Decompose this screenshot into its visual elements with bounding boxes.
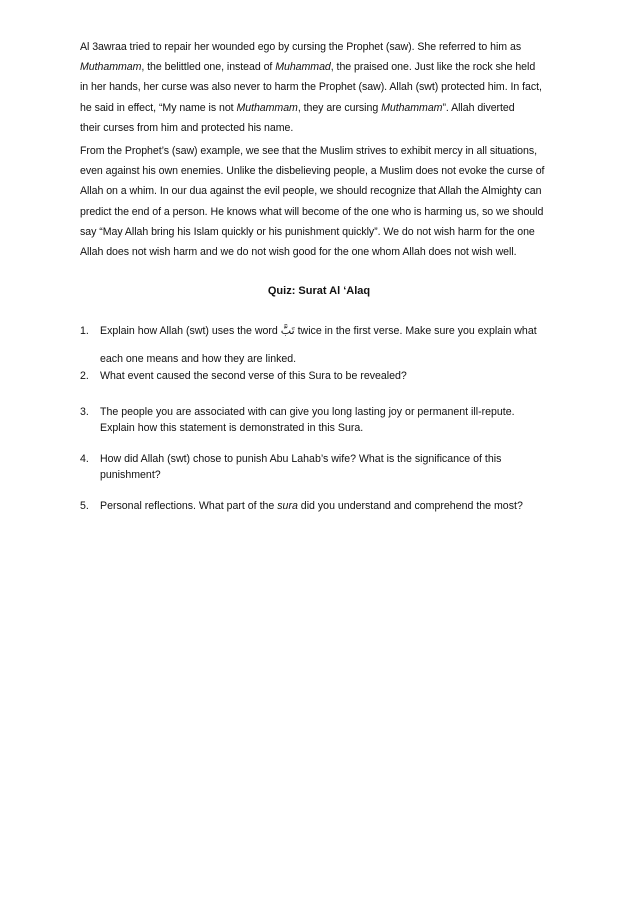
question-number: 3. — [80, 406, 89, 418]
question-text — [100, 451, 501, 483]
question-line: punishment? — [100, 469, 161, 481]
question-line: Explain how Allah (swt) uses the word تَبَّ twice in the first verse. Make sure you explain what — [100, 324, 537, 337]
question-text — [100, 498, 523, 514]
question-line: Explain how this statement is demonstrated in this Sura. — [100, 422, 364, 434]
question-number: 4. — [80, 453, 89, 465]
arabic-word: تَبَّ — [280, 324, 295, 337]
question-number: 5. — [80, 500, 89, 512]
paragraph-line: Al 3awraa tried to repair her wounded ego by cursing the Prophet (saw). She referred to him as — [80, 41, 522, 53]
question-line: The people you are associated with can give you long lasting joy or permanent ill-repute. — [100, 406, 515, 418]
question-line: What event caused the second verse of this Sura to be revealed? — [100, 370, 407, 382]
question-number: 1. — [80, 325, 89, 337]
paragraph-line: he said in effect, “My name is not Muthammam, they are cursing Muthammam”. Allah diverted — [80, 101, 515, 114]
question-line: Personal reflections. What part of the sura did you understand and comprehend the most? — [100, 500, 523, 512]
paragraph-line: predict the end of a person. He knows what will become of the one who is harming us, so we should — [80, 205, 544, 218]
paragraph-line: say “May Allah bring his Islam quickly or his punishment quickly”. We do not wish harm for the one — [80, 225, 535, 238]
question-number: 2. — [80, 370, 89, 382]
paragraph-mercy — [80, 141, 562, 262]
paragraph-line: Muthammam, the belittled one, instead of Muhammad, the praised one. Just like the rock she held — [80, 61, 536, 74]
paragraph-line: even against his own enemies. Unlike the disbelieving people, a Muslim does not evoke the curse of — [80, 165, 545, 178]
question-line: How did Allah (swt) chose to punish Abu Lahab’s wife? What is the significance of this — [100, 453, 502, 465]
question-text — [100, 368, 407, 384]
paragraph-muthammam — [80, 37, 562, 138]
question-text — [100, 317, 537, 373]
question-line: each one means and how they are linked. — [100, 353, 297, 365]
paragraph-line: Allah on a whim. In our dua against the evil people, we should recognize that Allah the Almighty can — [80, 185, 542, 198]
quiz-title: Quiz: Surat Al ‘Alaq — [267, 285, 371, 297]
paragraph-line: From the Prophet’s (saw) example, we see that the Muslim strives to exhibit mercy in all situations, — [80, 145, 537, 157]
paragraph-line: their curses from him and protected his name. — [80, 121, 294, 134]
paragraph-line: Allah does not wish harm and we do not wish good for the one whom Allah does not wish well. — [80, 246, 517, 259]
question-text — [100, 404, 515, 436]
paragraph-line: in her hands, her curse was also never to harm the Prophet (saw). Allah (swt) protected him. In fact, — [80, 81, 542, 94]
